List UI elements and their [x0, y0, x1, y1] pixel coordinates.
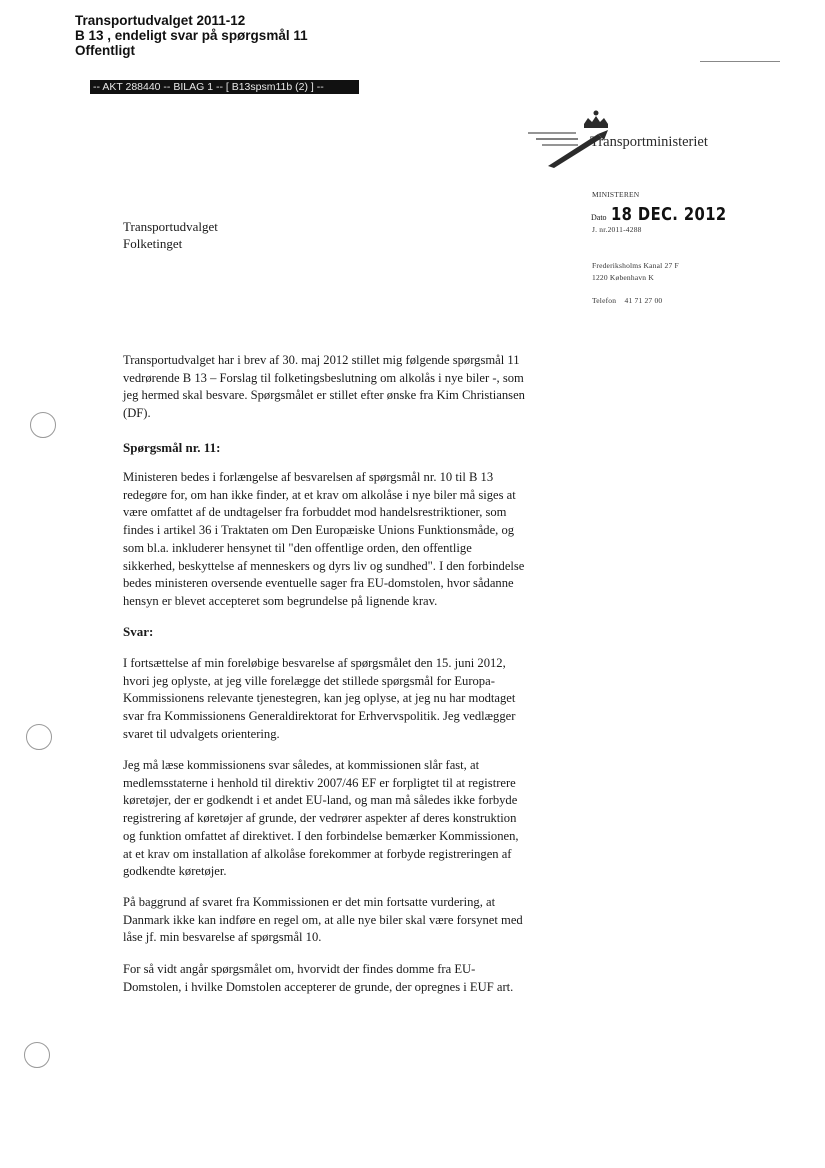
question-paragraph	[123, 469, 563, 611]
journal-number: J. nr.2011-4288	[592, 225, 642, 234]
text-line: findes i artikel 36 i Traktaten om Den Europæiske Unions Funktionsmåde, og	[123, 523, 515, 538]
answer-heading: Svar:	[123, 624, 154, 639]
address-line-1: Frederiksholms Kanal 27 F	[592, 261, 679, 270]
text-line: Jeg må læse kommissionens svar således, at kommissionen slår fast, at	[123, 758, 480, 772]
header-line-3: Offentligt	[75, 43, 135, 58]
text-line: I fortsættelse af min foreløbige besvarelse af spørgsmålet den 15. juni 2012,	[123, 656, 506, 670]
date-line	[591, 204, 752, 225]
text-line: være omfattet af de undtagelser fra forbuddet mod handelsrestriktioner, som	[123, 505, 507, 520]
text-line: Domstolen, i hvilke Domstolen accepterer de grunde, der opregnes i EUF art.	[123, 979, 514, 994]
text-line: Ministeren bedes i forlængelse af besvarelsen af spørgsmål nr. 10 til B 13	[123, 470, 494, 484]
text-line: jeg hermed skal besvare. Spørgsmålet er stillet efter ønske fra Kim Christiansen	[123, 388, 525, 403]
text-line: For så vidt angår spørgsmålet om, hvorvidt der findes domme fra EU-	[123, 962, 476, 976]
ministry-logo-text: Transportministeriet	[590, 134, 708, 150]
text-line: at et krav om installation af alkolåse forekommer at forbyde registreringen af	[123, 846, 512, 861]
punch-hole	[24, 1042, 50, 1068]
text-line: medlemsstaterne i henhold til direktiv 2007/46 EF er forpligtet til at registrere	[123, 775, 516, 790]
address-line-2: 1220 København K	[592, 273, 654, 282]
text-line: køretøjer, der er godkendt i et andet EU-land, og man må således ikke forbyde	[123, 793, 518, 808]
text-line: hvori jeg oplyste, at jeg ville forelægge det stillede spørgsmål for Europa-	[123, 673, 495, 688]
answer-paragraph-1	[123, 655, 563, 744]
text-line: og funktion omfattet af direktivet. I den forbindelse bemærker Kommissionen,	[123, 828, 519, 843]
answer-paragraph-4	[123, 961, 563, 996]
archive-stamp: -- AKT 288440 -- BILAG 1 -- [ B13spsm11b (2) ] --	[90, 80, 359, 94]
text-line: svar fra Kommissionens Generaldirektorat for Erhvervspolitik. Jeg vedlægger	[123, 709, 516, 724]
text-line: sikkerhed, beskyttelse af menneskers og dyrs liv og sundhed". I den forbindelse	[123, 558, 525, 573]
punch-hole	[30, 412, 56, 438]
header-line-2: B 13 , endeligt svar på spørgsmål 11	[75, 28, 308, 43]
date-stamp: 18 DEC. 2012	[610, 204, 727, 225]
answer-paragraph-3	[123, 894, 563, 947]
answer-paragraph-2	[123, 757, 563, 881]
text-line: registrering af køretøjer af grunde, der vedrører aspekter af deres konstruktion	[123, 811, 517, 826]
text-line: Danmark ikke kan indføre en regel om, at alle nye biler skal være forsynet med	[123, 912, 523, 927]
text-line: På baggrund af svaret fra Kommissionen er det min fortsatte vurdering, at	[123, 895, 496, 909]
document-header	[75, 13, 308, 58]
text-line: låse jf. min besvarelse af spørgsmål 10.	[123, 930, 322, 945]
punch-hole	[26, 724, 52, 750]
recipient-line-1: Transportudvalget	[123, 219, 218, 234]
text-line: hensyn er blevet accepteret som begrundelse på lignende krav.	[123, 593, 438, 608]
divider-line	[700, 61, 780, 62]
date-label: Dato	[591, 213, 607, 222]
text-line: som bl.a. inkluderer hensynet til "den offentlige orden, den offentlige	[123, 540, 472, 555]
text-line: bedes ministeren oversende eventuelle sager fra EU-domstolen, hvor sådanne	[123, 576, 514, 591]
header-line-1: Transportudvalget 2011-12	[75, 13, 246, 28]
sender-title: MINISTEREN	[592, 190, 640, 199]
recipient-block	[123, 218, 218, 252]
question-heading: Spørgsmål nr. 11:	[123, 440, 221, 455]
text-line: svaret til udvalgets orientering.	[123, 726, 280, 741]
text-line: Transportudvalget har i brev af 30. maj 2012 stillet mig følgende spørgsmål 11	[123, 353, 520, 367]
text-line: redegøre for, om han ikke finder, at et krav om alkolåse i nye biler må siges at	[123, 487, 516, 502]
text-line: godkendte køretøjer.	[123, 864, 227, 879]
text-line: (DF).	[123, 406, 151, 421]
phone-value: 41 71 27 00	[624, 296, 663, 305]
phone-line	[592, 296, 662, 305]
text-line: vedrørende B 13 – Forslag til folketingsbeslutning om alkolås i nye biler -, som	[123, 370, 524, 385]
recipient-line-2: Folketinget	[123, 236, 183, 251]
intro-paragraph	[123, 352, 563, 423]
phone-label: Telefon	[592, 296, 617, 305]
text-line: Kommissionens relevante tjenestegren, kan jeg oplyse, at jeg nu har modtaget	[123, 691, 516, 706]
